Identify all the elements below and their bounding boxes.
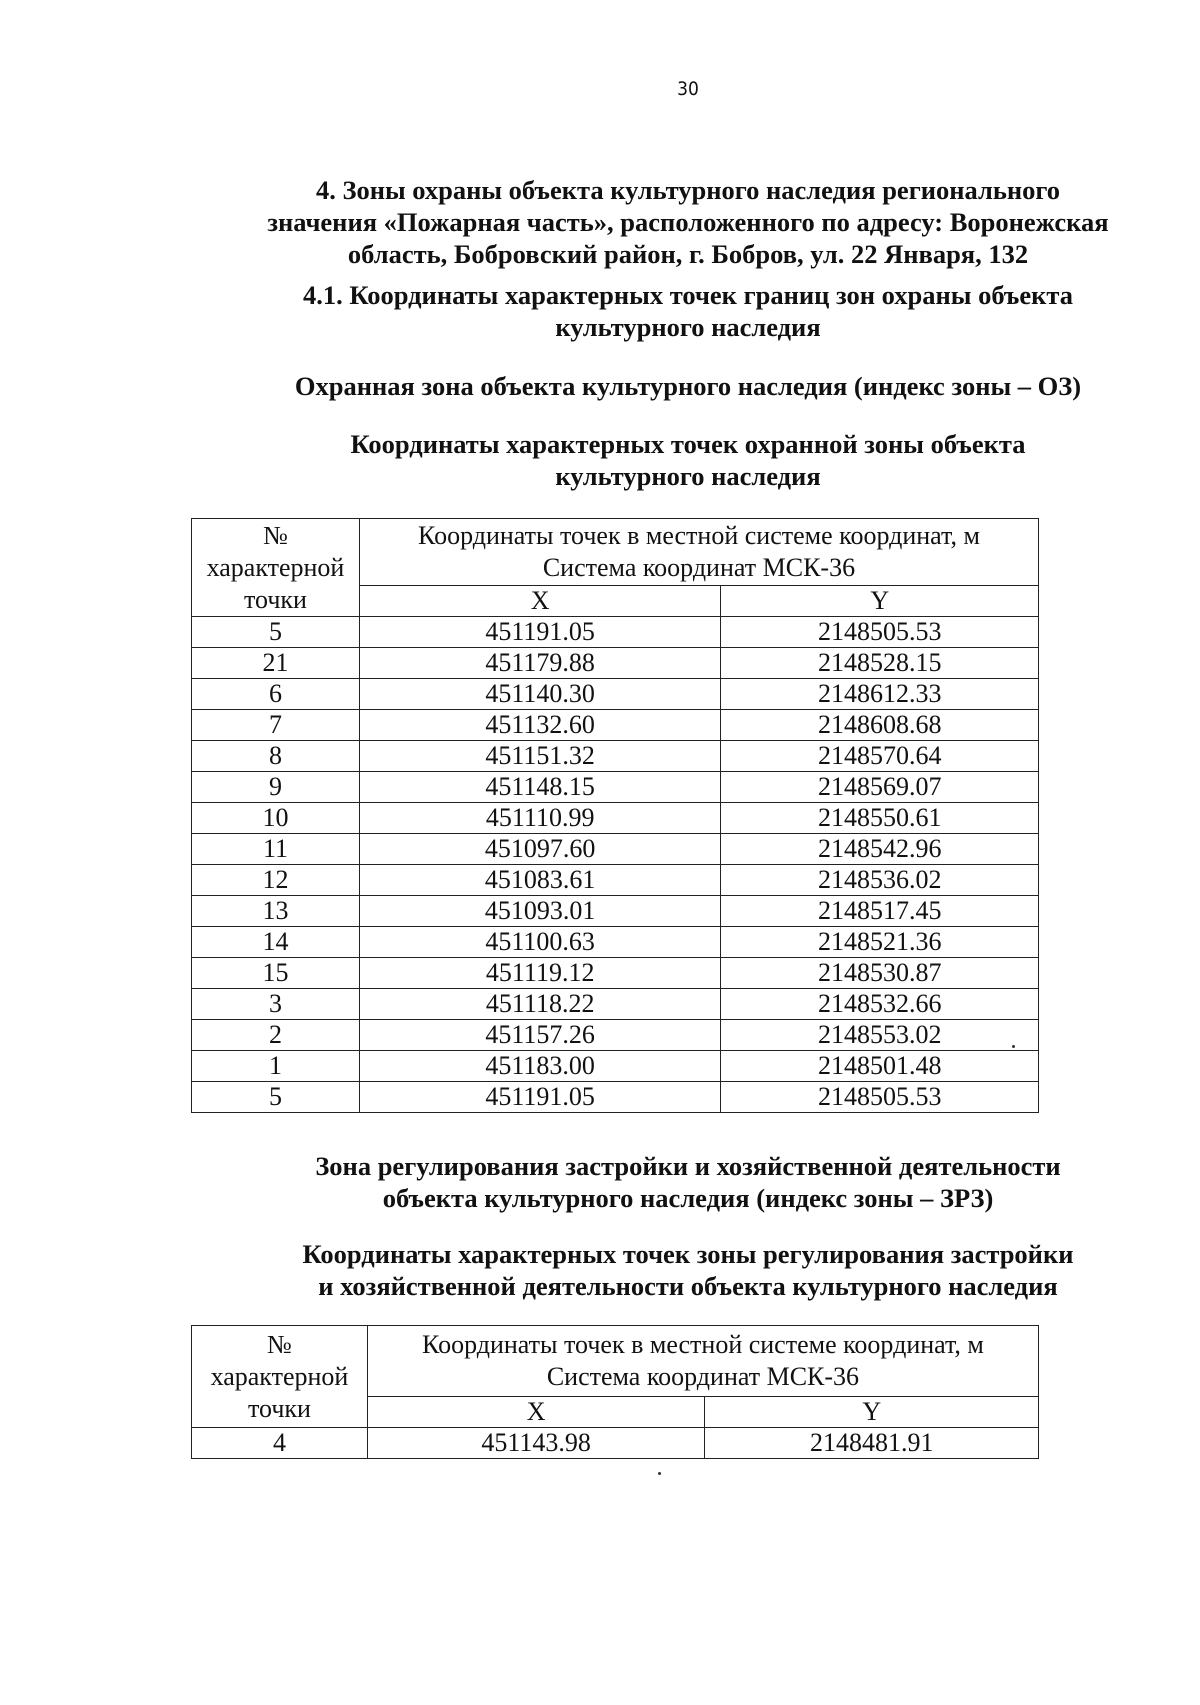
zone2-table-title-line: и хозяйственной деятельности объекта культурного наследия [318,1271,1058,1301]
x-cell: 451140.30 [359,679,720,710]
zone2-title [0,1150,1200,1214]
point-cell: 8 [192,741,360,772]
x-cell: 451132.60 [359,710,720,741]
table-row [192,1051,1039,1082]
table-row [192,958,1039,989]
table-row [192,1428,1039,1459]
y-cell: 2148530.87 [721,958,1039,989]
col-point-header-line: точки [243,584,307,614]
col-point-header [192,519,360,617]
subsection-title-line: культурного наследия [555,312,821,342]
col-coords-header [367,1326,1038,1397]
zone1-title-line: Охранная зона объекта культурного наследия (индекс зоны – ОЗ) [294,371,1082,401]
table-row [192,896,1039,927]
point-cell: 15 [192,958,360,989]
col-point-header [192,1326,368,1428]
y-cell: 2148517.45 [721,896,1039,927]
table-row [192,834,1039,865]
point-cell: 6 [192,679,360,710]
subsection-title-line: 4.1. Координаты характерных точек границ зон охраны объекта [302,280,1073,310]
point-cell: 5 [192,1082,360,1113]
col-coords-header [359,519,1038,586]
table-row [192,710,1039,741]
zone2-title-line: объекта культурного наследия (индекс зоны – ЗРЗ) [382,1183,994,1213]
col-point-header-line: точки [247,1393,311,1423]
scan-speck [658,1472,661,1475]
col-coords-header-line: Координаты точек в местной системе координат, м [422,1330,984,1359]
x-cell: 451100.63 [359,927,720,958]
x-cell: 451179.88 [359,648,720,679]
y-cell: 2148612.33 [721,679,1039,710]
section-title-line: 4. Зоны охраны объекта культурного наследия регионального [315,175,1061,205]
y-cell: 2148505.53 [721,617,1039,648]
x-cell: 451148.15 [359,772,720,803]
zone1-table-title [0,428,1200,492]
table-row [192,617,1039,648]
col-coords-header-line: Система координат МСК-36 [546,1362,860,1391]
x-cell: 451183.00 [359,1051,720,1082]
point-cell: 1 [192,1051,360,1082]
x-cell: 451191.05 [359,1082,720,1113]
table-header-row [192,1326,1039,1397]
col-coords-header-line: Координаты точек в местной системе координат, м [418,521,980,550]
zone2-table-title [0,1238,1200,1302]
col-point-header-line: № [267,1329,292,1359]
y-cell: 2148536.02 [721,865,1039,896]
zone1-title [0,370,1200,402]
y-cell: 2148553.02 [721,1020,1039,1051]
y-cell: 2148481.91 [705,1428,1039,1459]
point-cell: 3 [192,989,360,1020]
col-point-header-line: № [263,520,288,550]
col-x-header: X [359,586,720,617]
y-cell: 2148570.64 [721,741,1039,772]
zone2-coordinates-table [191,1325,1039,1459]
col-coords-header-line: Система координат МСК-36 [542,553,856,582]
point-cell: 4 [192,1428,368,1459]
x-cell: 451097.60 [359,834,720,865]
point-cell: 9 [192,772,360,803]
point-cell: 10 [192,803,360,834]
zone2-table-title-line: Координаты характерных точек зоны регулирования застройки [302,1239,1074,1269]
zone1-table-title-line: культурного наследия [555,461,821,491]
section-title-line: значения «Пожарная часть», расположенного по адресу: Воронежская [267,207,1109,237]
col-y-header: Y [721,586,1039,617]
x-cell: 451151.32 [359,741,720,772]
y-cell: 2148542.96 [721,834,1039,865]
y-cell: 2148501.48 [721,1051,1039,1082]
x-cell: 451118.22 [359,989,720,1020]
section-title-line: область, Бобровский район, г. Бобров, ул. 22 Января, 132 [347,239,1029,269]
x-cell: 451110.99 [359,803,720,834]
point-cell: 13 [192,896,360,927]
zone1-table-title-line: Координаты характерных точек охранной зоны объекта [350,429,1026,459]
col-point-header-line: характерной [206,552,345,582]
table-row [192,648,1039,679]
y-cell: 2148521.36 [721,927,1039,958]
point-cell: 21 [192,648,360,679]
x-cell: 451191.05 [359,617,720,648]
point-cell: 14 [192,927,360,958]
y-cell: 2148528.15 [721,648,1039,679]
zone1-coordinates-table [191,518,1039,1113]
table-row [192,1020,1039,1051]
table-row [192,803,1039,834]
point-cell: 2 [192,1020,360,1051]
col-y-header: Y [705,1397,1039,1428]
col-x-header: X [367,1397,705,1428]
point-cell: 5 [192,617,360,648]
point-cell: 12 [192,865,360,896]
table-row [192,679,1039,710]
x-cell: 451119.12 [359,958,720,989]
x-cell: 451093.01 [359,896,720,927]
x-cell: 451157.26 [359,1020,720,1051]
table-row [192,741,1039,772]
table-header-row [192,519,1039,586]
zone2-title-line: Зона регулирования застройки и хозяйственной деятельности [315,1151,1061,1181]
table-row [192,989,1039,1020]
y-cell: 2148550.61 [721,803,1039,834]
page-number: 30 [677,78,699,100]
table-row [192,865,1039,896]
x-cell: 451143.98 [367,1428,705,1459]
x-cell: 451083.61 [359,865,720,896]
point-cell: 7 [192,710,360,741]
zone1-table-body [192,617,1039,1113]
scan-speck [1012,1045,1015,1048]
table-row [192,1082,1039,1113]
col-point-header-line: характерной [210,1361,349,1391]
y-cell: 2148608.68 [721,710,1039,741]
subsection-title [0,279,1200,343]
point-cell: 11 [192,834,360,865]
zone2-table-body [192,1428,1039,1459]
section-title [0,174,1200,270]
y-cell: 2148532.66 [721,989,1039,1020]
table-row [192,772,1039,803]
y-cell: 2148505.53 [721,1082,1039,1113]
table-row [192,927,1039,958]
y-cell: 2148569.07 [721,772,1039,803]
